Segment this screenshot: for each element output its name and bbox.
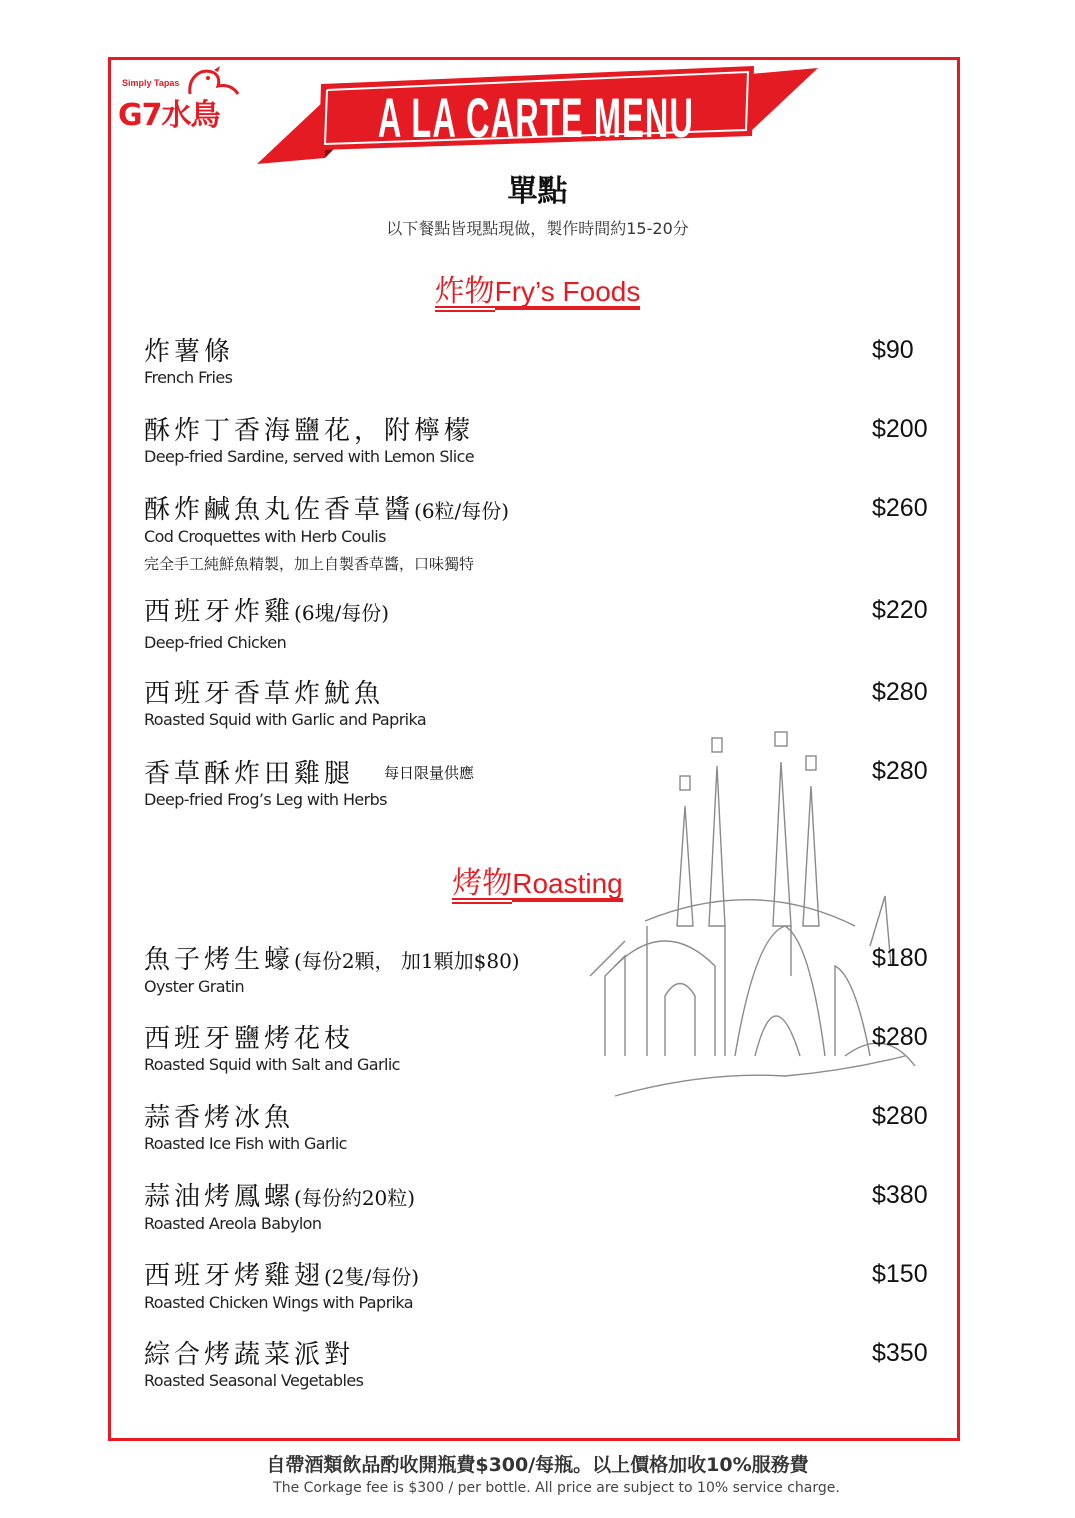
item-portion: (6塊/每份) — [294, 601, 390, 625]
item-price: $280 — [872, 678, 928, 706]
item-name-zh: 酥炸鹹魚丸佐香草醬 — [144, 495, 415, 525]
item-price: $150 — [872, 1260, 928, 1288]
item-portion: (每份約20粒) — [294, 1186, 416, 1210]
item-name-zh: 魚子烤生蠔 — [144, 945, 295, 975]
item-name-zh-row — [144, 1260, 944, 1293]
item-name-zh-row — [144, 757, 944, 790]
item-name-zh: 炸薯條 — [144, 337, 235, 367]
menu-item — [144, 1023, 944, 1075]
item-name-zh: 綜合烤蔬菜派對 — [144, 1340, 355, 1370]
menu-item — [144, 596, 944, 653]
section-title-zh: 烤物 — [452, 866, 512, 904]
item-name-en: Cod Croquettes with Herb Coulis — [144, 527, 386, 546]
menu-item — [144, 1260, 944, 1313]
menu-item — [144, 757, 944, 810]
item-name-en: Deep-fried Chicken — [144, 633, 287, 652]
brand-logo — [118, 64, 242, 136]
banner-title: A LA CARTE MENU — [377, 85, 695, 149]
menu-item — [144, 415, 944, 467]
item-price: $280 — [872, 1102, 928, 1130]
item-name-zh: 蒜油烤鳳螺 — [144, 1182, 295, 1212]
item-name-zh: 西班牙炸雞 — [144, 597, 295, 627]
section-title-en: Roasting — [512, 868, 623, 902]
section-title-zh: 炸物 — [435, 274, 495, 312]
item-name-zh-row — [144, 944, 944, 977]
item-limited-note: 每日限量供應 — [384, 764, 475, 782]
item-name-en: Oyster Gratin — [144, 977, 245, 996]
item-name-en: Deep-fried Sardine, served with Lemon Slice — [144, 447, 475, 466]
item-portion: (2隻/每份) — [324, 1265, 420, 1289]
item-name-zh: 香草酥炸田雞腿 — [144, 759, 355, 789]
corkage-note-zh: 自帶酒類飲品酌收開瓶費$300/每瓶。以上價格加收10%服務費 — [266, 1454, 809, 1476]
item-price: $380 — [872, 1181, 928, 1209]
item-price: $350 — [872, 1339, 928, 1367]
item-price: $90 — [872, 336, 914, 364]
logo-brand: G7水鳥 — [118, 98, 220, 133]
menu-item — [144, 494, 944, 574]
item-name-zh: 西班牙香草炸魷魚 — [144, 679, 385, 709]
item-portion: (6粒/每份) — [414, 499, 510, 523]
item-name-en: Deep-fried Frog’s Leg with Herbs — [144, 790, 387, 809]
item-name-zh: 西班牙烤雞翅 — [144, 1261, 325, 1291]
item-name-en: Roasted Seasonal Vegetables — [144, 1371, 364, 1390]
item-price: $180 — [872, 944, 928, 972]
item-name-zh: 蒜香烤冰魚 — [144, 1103, 295, 1133]
item-name-zh: 酥炸丁香海鹽花，附檸檬 — [144, 416, 475, 446]
item-price: $280 — [872, 757, 928, 785]
corkage-note-en: The Corkage fee is $300 / per bottle. All price are subject to 10% service charge. — [273, 1480, 840, 1496]
item-price: $260 — [872, 494, 928, 522]
item-name-en: French Fries — [144, 368, 233, 387]
section-header-roasting — [0, 858, 1075, 902]
prep-time-note: 以下餐點皆現點現做，製作時間約15-20分 — [386, 219, 689, 238]
item-name-en: Roasted Chicken Wings with Paprika — [144, 1293, 413, 1312]
item-name-en: Roasted Squid with Garlic and Paprika — [144, 710, 427, 729]
item-name-zh: 西班牙鹽烤花枝 — [144, 1024, 355, 1054]
item-note: 完全手工純鮮魚精製，加上自製香草醬，口味獨特 — [144, 555, 475, 573]
item-portion: (每份2顆， 加1顆加$80) — [294, 949, 520, 973]
section-header-fried — [0, 266, 1075, 310]
page-subtitle: 單點 — [507, 174, 568, 209]
menu-item — [144, 1181, 944, 1234]
menu-item — [144, 678, 944, 730]
menu-item — [144, 1102, 944, 1154]
item-price: $220 — [872, 596, 928, 624]
section-title-en: Fry’s Foods — [495, 276, 641, 310]
item-name-zh-row — [144, 1181, 944, 1214]
menu-item — [144, 336, 944, 388]
logo-tagline: Simply Tapas — [122, 78, 180, 88]
item-price: $280 — [872, 1023, 928, 1051]
menu-item — [144, 1339, 944, 1391]
bird-icon — [184, 64, 240, 104]
menu-item — [144, 944, 944, 997]
item-name-en: Roasted Areola Babylon — [144, 1214, 322, 1233]
item-name-en: Roasted Squid with Salt and Garlic — [144, 1055, 400, 1074]
item-price: $200 — [872, 415, 928, 443]
item-name-zh-row — [144, 596, 944, 629]
item-name-en: Roasted Ice Fish with Garlic — [144, 1134, 347, 1153]
item-name-zh-row — [144, 494, 944, 527]
